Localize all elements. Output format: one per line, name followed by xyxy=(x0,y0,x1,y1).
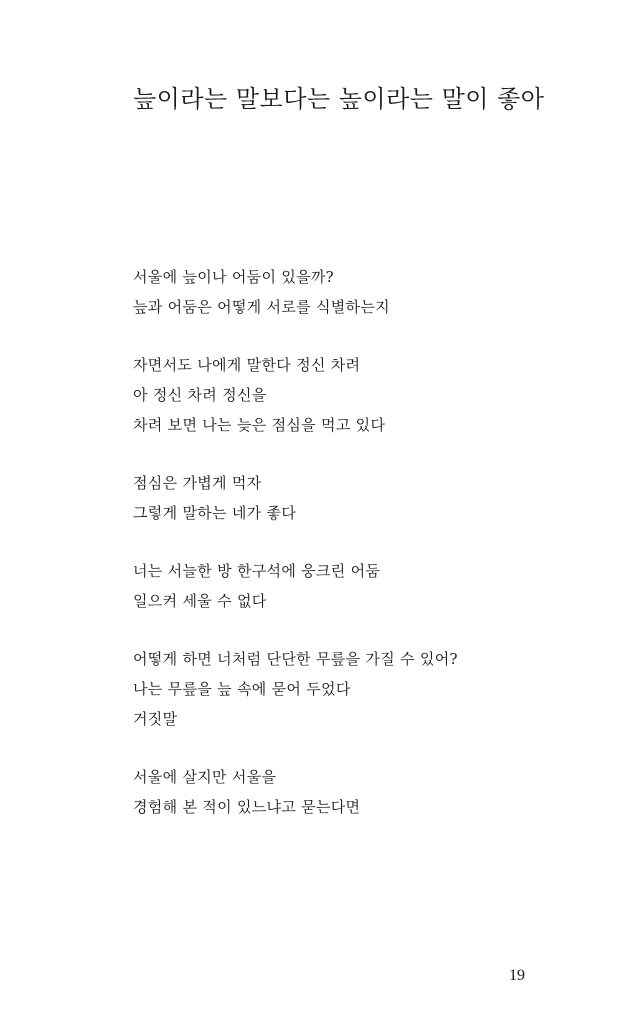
poem-body xyxy=(133,262,573,850)
poem-line: 자면서도 나에게 말한다 정신 차려 xyxy=(133,356,361,374)
stanza-1 xyxy=(133,262,573,322)
poem-line: 서울에 살지만 서울을 xyxy=(133,768,277,786)
poem-line: 서울에 늪이나 어둠이 있을까? xyxy=(133,268,335,286)
poem-line: 늪과 어둠은 어떻게 서로를 식별하는지 xyxy=(133,298,390,316)
poem-line: 나는 무릎을 늪 속에 묻어 두었다 xyxy=(133,680,351,698)
poem-line: 경험해 본 적이 있느냐고 묻는다면 xyxy=(133,798,361,816)
stanza-4 xyxy=(133,556,573,616)
poem-line: 너는 서늘한 방 한구석에 웅크린 어둠 xyxy=(133,562,381,580)
stanza-2 xyxy=(133,350,573,440)
poem-line: 점심은 가볍게 먹자 xyxy=(133,474,262,492)
stanza-5 xyxy=(133,644,573,734)
poem-line: 어떻게 하면 너처럼 단단한 무릎을 가질 수 있어? xyxy=(133,650,458,668)
poem-line: 아 정신 차려 정신을 xyxy=(133,386,267,404)
stanza-6 xyxy=(133,762,573,822)
stanza-3 xyxy=(133,468,573,528)
poem-line: 일으켜 세울 수 없다 xyxy=(133,592,267,610)
poem-line: 차려 보면 나는 늦은 점심을 먹고 있다 xyxy=(133,416,386,434)
poem-title: 늪이라는 말보다는 높이라는 말이 좋아 xyxy=(133,85,545,113)
poem-line: 거짓말 xyxy=(133,710,178,728)
page-number: 19 xyxy=(509,967,525,984)
poem-line: 그렇게 말하는 네가 좋다 xyxy=(133,504,297,522)
